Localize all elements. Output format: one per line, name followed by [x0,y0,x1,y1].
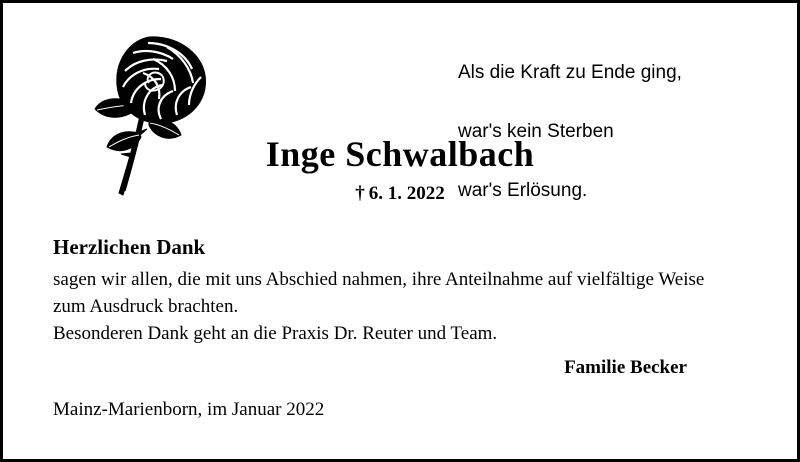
place-and-date: Mainz-Marienborn, im Januar 2022 [53,399,325,420]
thanks-line: zum Ausdruck brachten. [53,295,239,317]
verse-line: war's Erlösung. [458,180,588,202]
verse-line: Als die Kraft zu Ende ging, [458,62,682,84]
obituary-content [3,3,797,459]
thanks-text [53,267,763,348]
rose-icon [49,25,229,205]
cross-icon: † [355,183,365,204]
thanks-line: Besonderen Dank geht an die Praxis Dr. Reuter und Team. [53,322,498,344]
verse-line: war's kein Sterben [458,121,614,143]
deceased-name: Inge Schwalbach [265,134,535,174]
thanks-heading: Herzlichen Dank [53,235,206,259]
family-signature: Familie Becker [564,357,687,378]
death-date [3,183,797,205]
death-date-value: 6. 1. 2022 [368,183,445,204]
thanks-line: sagen wir allen, die mit uns Abschied nahmen, ihre Anteilnahme auf vielfältige Weise [53,269,705,290]
